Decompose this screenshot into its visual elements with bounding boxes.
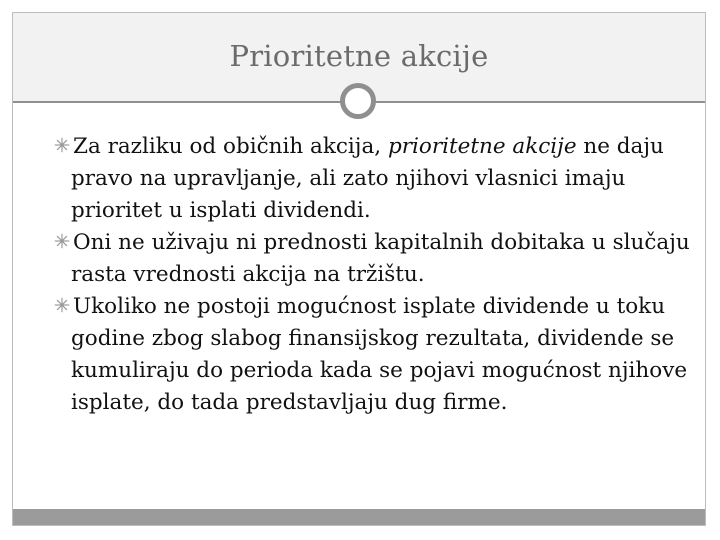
bullet-item-2 — [53, 227, 693, 291]
bullet-text-3: Ukoliko ne postoji mogućnost isplate dividende u toku godine zbog slabog finansijskog rezultata, dividende se kumuliraju do perioda kada se pojavi mogućnost njihove isplate, do tada predstavljaju dug firme. — [71, 294, 688, 415]
bullet-text-2: Oni ne uživaju ni prednosti kapitalnih dobitaka u slučaju rasta vrednosti akcija na tržištu. — [71, 230, 690, 287]
ring-ornament-icon — [340, 83, 376, 119]
bottom-bar — [13, 509, 705, 525]
sparkle-bullet-icon — [53, 296, 71, 314]
sparkle-bullet-icon — [53, 232, 71, 250]
bullet-text-1-end: ne daju pravo na upravljanje, ali zato njihovi vlasnici imaju prioritet u isplati dividendi. — [71, 134, 664, 223]
bullet-list — [53, 131, 693, 419]
slide-title: Prioritetne akcije — [229, 39, 489, 73]
bullet-item-3 — [53, 291, 693, 419]
bullet-item-1 — [53, 131, 693, 227]
bullet-text-1-emphasis: prioritetne akcije — [387, 134, 577, 159]
sparkle-bullet-icon — [53, 136, 71, 154]
bullet-text-1-start: Za razliku od običnih akcija, — [73, 134, 388, 159]
slide — [12, 12, 706, 526]
